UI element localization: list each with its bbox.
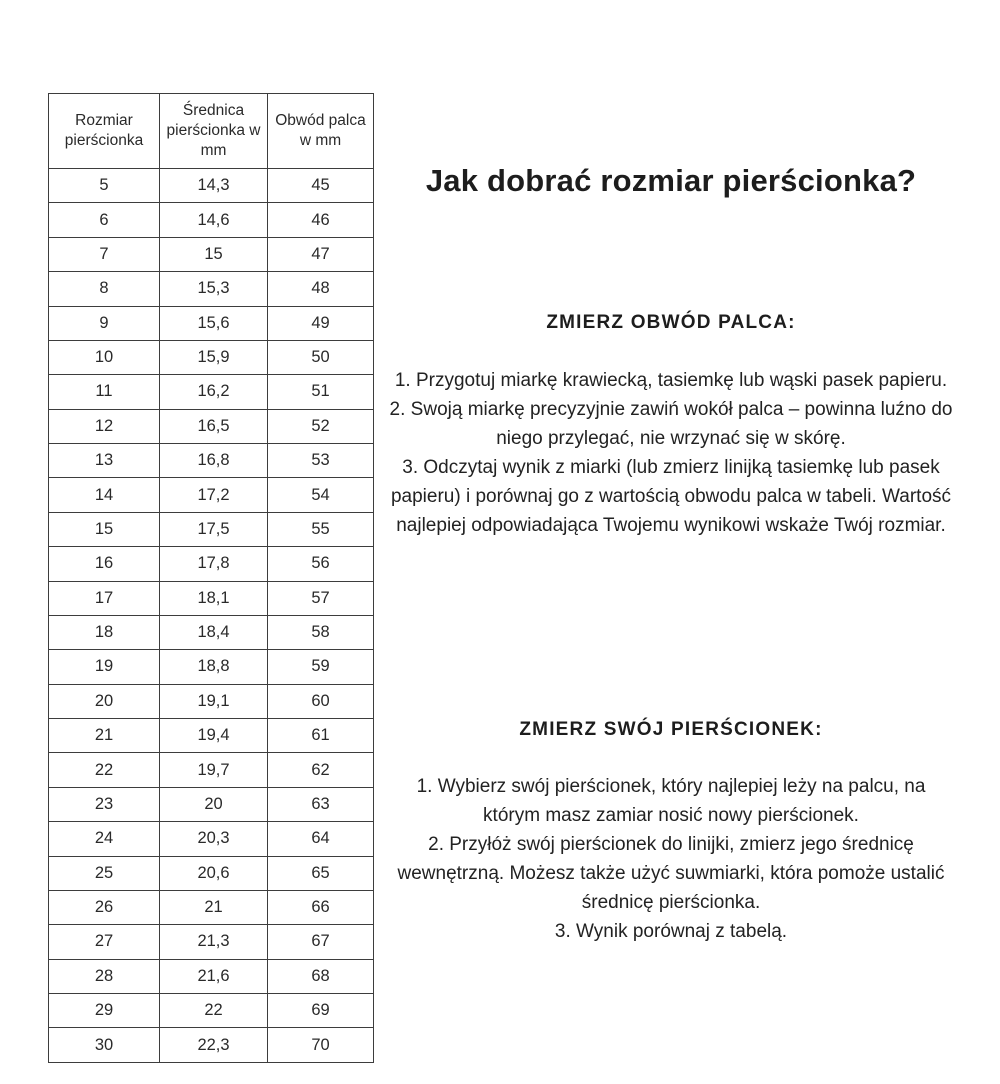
table-row <box>49 478 374 512</box>
table-cell: 12 <box>49 409 160 443</box>
table-row <box>49 547 374 581</box>
table-cell: 15 <box>49 512 160 546</box>
table-row <box>49 169 374 203</box>
instruction-step: 3. Wynik porównaj z tabelą. <box>554 921 788 942</box>
table-row <box>49 237 374 271</box>
table-cell: 30 <box>49 1028 160 1063</box>
table-cell: 16 <box>49 547 160 581</box>
table-row <box>49 753 374 787</box>
table-cell: 55 <box>268 512 374 546</box>
table-cell: 15,3 <box>160 272 268 306</box>
table-row <box>49 340 374 374</box>
table-cell: 11 <box>49 375 160 409</box>
steps-measure-finger <box>388 366 954 540</box>
table-cell: 50 <box>268 340 374 374</box>
table-cell: 26 <box>49 890 160 924</box>
table-row <box>49 581 374 615</box>
table-row <box>49 822 374 856</box>
table-header-cell: Rozmiar pierścionka <box>49 94 160 169</box>
table-row <box>49 306 374 340</box>
table-header-cell: Średnica pierścionka w mm <box>160 94 268 169</box>
table-cell: 17,5 <box>160 512 268 546</box>
table-cell: 45 <box>268 169 374 203</box>
table-cell: 17,2 <box>160 478 268 512</box>
table-cell: 53 <box>268 444 374 478</box>
table-row <box>49 409 374 443</box>
table-cell: 21,3 <box>160 925 268 959</box>
table-cell: 19,7 <box>160 753 268 787</box>
table-cell: 22,3 <box>160 1028 268 1063</box>
table-cell: 20,6 <box>160 856 268 890</box>
table-cell: 64 <box>268 822 374 856</box>
table-cell: 18 <box>49 615 160 649</box>
table-cell: 21 <box>160 890 268 924</box>
table-cell: 27 <box>49 925 160 959</box>
table-row <box>49 719 374 753</box>
table-cell: 21 <box>49 719 160 753</box>
table-cell: 68 <box>268 959 374 993</box>
steps-measure-ring <box>388 772 954 946</box>
instructions-panel <box>388 0 954 1084</box>
table-row <box>49 925 374 959</box>
table-cell: 25 <box>49 856 160 890</box>
table-cell: 29 <box>49 994 160 1028</box>
table-cell: 9 <box>49 306 160 340</box>
table-cell: 46 <box>268 203 374 237</box>
table-row <box>49 272 374 306</box>
table-cell: 19,1 <box>160 684 268 718</box>
table-cell: 18,4 <box>160 615 268 649</box>
table-row <box>49 375 374 409</box>
table-header-cell: Obwód palca w mm <box>268 94 374 169</box>
table-row <box>49 650 374 684</box>
page-title: Jak dobrać rozmiar pierścionka? <box>425 163 917 198</box>
table-cell: 63 <box>268 787 374 821</box>
table-cell: 5 <box>49 169 160 203</box>
table-cell: 23 <box>49 787 160 821</box>
table-cell: 13 <box>49 444 160 478</box>
table-row <box>49 684 374 718</box>
table-cell: 7 <box>49 237 160 271</box>
table-cell: 61 <box>268 719 374 753</box>
table-cell: 48 <box>268 272 374 306</box>
table-row <box>49 959 374 993</box>
table-cell: 24 <box>49 822 160 856</box>
table-cell: 10 <box>49 340 160 374</box>
table-row <box>49 1028 374 1063</box>
table-row <box>49 994 374 1028</box>
table-cell: 14 <box>49 478 160 512</box>
table-cell: 51 <box>268 375 374 409</box>
table-cell: 22 <box>49 753 160 787</box>
table-cell: 57 <box>268 581 374 615</box>
table-cell: 20,3 <box>160 822 268 856</box>
table-cell: 20 <box>160 787 268 821</box>
instruction-step: 3. Odczytaj wynik z miarki (lub zmierz linijką tasiemkę lub pasek papieru) i porównaj go z wartością obwodu palca w tabeli. Wartość najlepiej odpowiadająca Twojemu wynikowi wskaże Twój rozmiar. <box>390 457 952 536</box>
table-cell: 66 <box>268 890 374 924</box>
table-cell: 60 <box>268 684 374 718</box>
table-cell: 14,6 <box>160 203 268 237</box>
table-cell: 22 <box>160 994 268 1028</box>
table-cell: 69 <box>268 994 374 1028</box>
table-cell: 16,5 <box>160 409 268 443</box>
section-heading-measure-finger: ZMIERZ OBWÓD PALCA: <box>546 312 796 333</box>
table-header-row <box>49 94 374 169</box>
table-cell: 18,8 <box>160 650 268 684</box>
table-cell: 17 <box>49 581 160 615</box>
table-cell: 15,9 <box>160 340 268 374</box>
table-cell: 49 <box>268 306 374 340</box>
table-cell: 17,8 <box>160 547 268 581</box>
instruction-step: 1. Przygotuj miarkę krawiecką, tasiemkę lub wąski pasek papieru. <box>394 370 948 391</box>
table-cell: 65 <box>268 856 374 890</box>
instruction-step: 1. Wybierz swój pierścionek, który najlepiej leży na palcu, na którym masz zamiar nosić nowy pierścionek. <box>416 776 926 826</box>
section-heading-measure-ring: ZMIERZ SWÓJ PIERŚCIONEK: <box>519 719 823 740</box>
table-cell: 15 <box>160 237 268 271</box>
table-cell: 18,1 <box>160 581 268 615</box>
table-cell: 16,2 <box>160 375 268 409</box>
table-cell: 54 <box>268 478 374 512</box>
table-cell: 62 <box>268 753 374 787</box>
table-cell: 8 <box>49 272 160 306</box>
table-cell: 70 <box>268 1028 374 1063</box>
table-cell: 21,6 <box>160 959 268 993</box>
table-row <box>49 856 374 890</box>
table-cell: 20 <box>49 684 160 718</box>
table-cell: 56 <box>268 547 374 581</box>
instruction-step: 2. Swoją miarkę precyzyjnie zawiń wokół palca – powinna luźno do niego przylegać, nie wrzynać się w skórę. <box>389 399 953 449</box>
table-row <box>49 615 374 649</box>
table-cell: 59 <box>268 650 374 684</box>
table-row <box>49 203 374 237</box>
table-cell: 58 <box>268 615 374 649</box>
ring-size-table <box>48 93 374 1063</box>
instruction-step: 2. Przyłóż swój pierścionek do linijki, zmierz jego średnicę wewnętrzną. Możesz także użyć suwmiarki, która pomoże ustalić średnicę pierścionka. <box>397 834 945 913</box>
table-cell: 14,3 <box>160 169 268 203</box>
table-row <box>49 890 374 924</box>
table-cell: 52 <box>268 409 374 443</box>
table-cell: 16,8 <box>160 444 268 478</box>
table-cell: 15,6 <box>160 306 268 340</box>
table-row <box>49 512 374 546</box>
table-cell: 67 <box>268 925 374 959</box>
table-row <box>49 787 374 821</box>
table-cell: 6 <box>49 203 160 237</box>
table-cell: 19 <box>49 650 160 684</box>
table-cell: 47 <box>268 237 374 271</box>
table-cell: 19,4 <box>160 719 268 753</box>
table-row <box>49 444 374 478</box>
table-cell: 28 <box>49 959 160 993</box>
